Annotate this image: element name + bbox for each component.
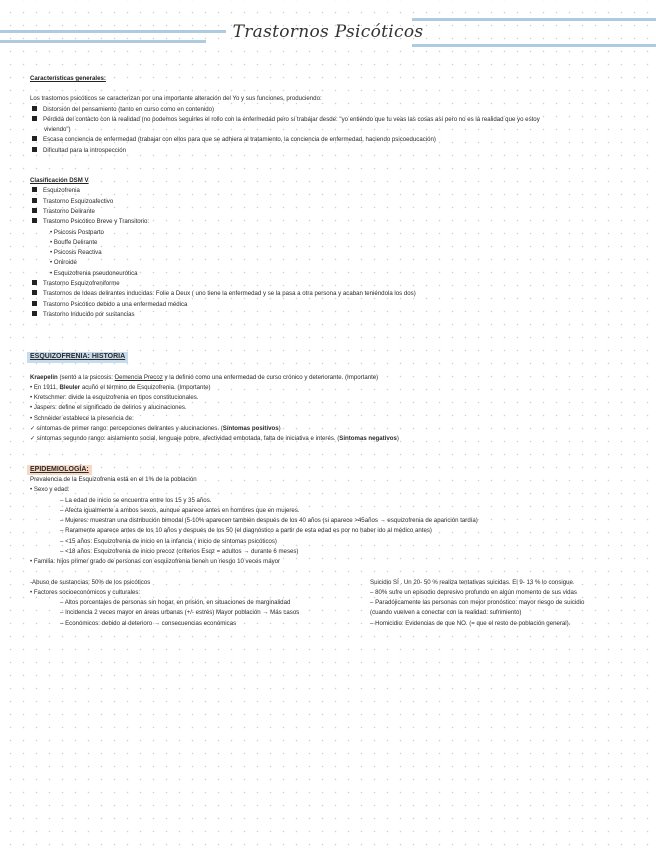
epi-right-column — [370, 578, 635, 629]
sub-list-item: • Oniroide — [50, 259, 77, 267]
historia-line: • En 1911, Bleuler acuñó el término de Esquizofrenia. (Importante) — [30, 383, 211, 391]
epi-sub-line: – Altos porcentajes de personas sin hogar, en prisión, en situaciones de marginalidad — [60, 599, 291, 607]
square-bullet-icon — [32, 311, 37, 316]
epi-line: (cuando vuelven a conectar con la realidad: sufrimiento) — [370, 609, 522, 617]
epi-sub-line: – Incidencia 2 veces mayor en áreas urbanas (+/- estrés) Mayor población → Más casos — [60, 609, 300, 617]
list-item: Escasa conciencia de enfermedad (trabajar con ellos para que se adhiera al tratamiento, la conciencia de enfermedad, haciendo psicoeducación) — [30, 135, 630, 145]
square-bullet-icon — [32, 290, 37, 295]
square-bullet-icon — [32, 147, 37, 152]
epi-line: Prevalencia de la Esquizofrenia está en el 1% de la población — [30, 475, 197, 483]
square-bullet-icon — [32, 208, 37, 213]
list-item: Trastorno Delirante — [30, 207, 630, 217]
epi-sub-line: – <15 años: Esquizofrenia de inicio en la infancia ( inicio de síntomas psicóticos) — [60, 537, 277, 545]
historia-line: ✓ síntomas de primer rango: percepciones delirantes y alucinaciones. (Síntomas positivos) — [30, 425, 281, 433]
historia-line: • Jaspers: define el significado de delirios y alucinaciones. — [30, 404, 187, 412]
epi-columns — [30, 578, 630, 658]
sub-list-item: • Psicosis Postparto — [50, 228, 104, 236]
epi-sub-line: – Económicos: debido al deterioro → consecuencias económicas — [60, 619, 237, 627]
list-item: Pérdida del contacto con la realidad (no podemos seguirles el rollo con la enfermedad pero sí trabajar desde: "yo entiendo que tu veas las cosas así pero no es la realidad que yo estoy — [30, 115, 630, 125]
historia-line: • Schneider establece la presencia de: — [30, 414, 134, 422]
epi-sub-line: – Raramente aparece antes de los 10 años y después de los 50 (el diagnóstico a partir de esta edad es por no haber ido al médico antes) — [60, 527, 432, 535]
square-bullet-icon — [32, 187, 37, 192]
epi-line: – Homicidio: Evidencias de que NO. (= que el resto de población general). — [370, 619, 571, 627]
sub-list-item: • Psicosis Reactiva — [50, 249, 102, 257]
epi-line: – Paradójicamente las personas con mejor pronóstico: mayor riesgo de suicidio — [370, 599, 585, 607]
sub-list-item: • Bouffe Delirante — [50, 238, 98, 246]
notes-body — [30, 74, 630, 658]
epi-line: • Familia: hijos primer grado de personas con esquizofrenia tienen un riesgo 10 veces mayor — [30, 558, 281, 566]
historia-line: • Kretschmer: divide la esquizofrenia en tipos constitucionales. — [30, 394, 199, 402]
epi-sub-line: – <18 años: Esquizofrenia de inicio precoz (criterios Esqz = adultos → durante 6 meses) — [60, 547, 299, 555]
square-bullet-icon — [32, 106, 37, 111]
sub-list-item: • Esquizofrenia pseudoneurótica — [50, 269, 138, 277]
general-intro: Los trastornos psicóticos se caracterizan por una importante alteración del Yo y sus funciones, produciendo: — [30, 95, 322, 103]
header-line — [412, 44, 656, 47]
header-line — [412, 18, 656, 21]
square-bullet-icon — [32, 301, 37, 306]
square-bullet-icon — [32, 218, 37, 223]
list-item-continuation: viviendo") — [44, 126, 71, 134]
epi-line: • Sexo y edad: — [30, 486, 70, 494]
general-heading: Características generales: — [30, 75, 106, 82]
page-title: Trastornos Psicóticos — [232, 22, 424, 42]
epidemiologia-heading: EPIDEMIOLOGÍA: — [27, 465, 92, 475]
list-item: Dificultad para la introspección — [30, 146, 630, 156]
square-bullet-icon — [32, 136, 37, 141]
historia-line: ✓ síntomas segundo rango: aislamiento social, lenguaje pobre, afectividad embotada, falta de iniciativa e interés. (Síntomas negativos) — [30, 435, 399, 443]
epi-sub-line: – Afecta igualmente a ambos sexos, aunque aparece antes en hombres que en mujeres. — [60, 506, 300, 514]
list-item: Trastorno Psicótico debido a una enfermedad médica — [30, 300, 630, 310]
epi-left-column — [30, 578, 360, 629]
list-item: Trastornos de Ideas delirantes inducidas: Folie a Deux ( uno tiene la enfermedad y se la pasa a otra persona y acaban teniéndola los dos) — [30, 289, 630, 299]
epi-line: Suicidio SÍ . Un 20- 50 % realiza tentativas suicidas. El 9- 13 % lo consigue. — [370, 578, 575, 586]
epi-line: – 80% sufre un episodio depresivo profundo en algún momento de sus vidas — [370, 588, 577, 596]
square-bullet-icon — [32, 116, 37, 121]
list-item: Trastorno Inducido por sustancias — [30, 310, 630, 320]
dsm-heading: Clasificación DSM V — [30, 177, 89, 185]
list-item: Trastorno Esquizoafectivo — [30, 197, 630, 207]
list-item: Distorsión del pensamiento (tanto en curso como en contenido) — [30, 105, 630, 115]
epi-sub-line: – Mujeres: muestran una distribución bimodal (5-10% aparecen también después de los 40 años (si aparece >45años → esquizofrenia de aparición tardía) — [60, 517, 478, 525]
historia-line: Kraepelin (sentó a la psicosis: Demencia Precoz y la definió como una enfermedad de curso crónico y deteriorante. (Importante) — [30, 373, 379, 381]
epi-sub-line: – La edad de inicio se encuentra entre los 15 y 35 años. — [60, 496, 212, 504]
epi-line: • Factores socioeconómicos y culturales: — [30, 588, 141, 596]
page-header — [0, 14, 656, 54]
square-bullet-icon — [32, 198, 37, 203]
list-item: Trastorno Esquizofreniforme — [30, 279, 630, 289]
epi-line: -Abuso de sustancias: 50% de los psicóticos — [30, 578, 151, 586]
list-item: Esquizofrenia — [30, 186, 630, 196]
list-item: Trastorno Psicótico Breve y Transitorio: — [30, 217, 630, 227]
square-bullet-icon — [32, 280, 37, 285]
historia-heading: ESQUIZOFRENIA: HISTORIA — [27, 352, 128, 362]
